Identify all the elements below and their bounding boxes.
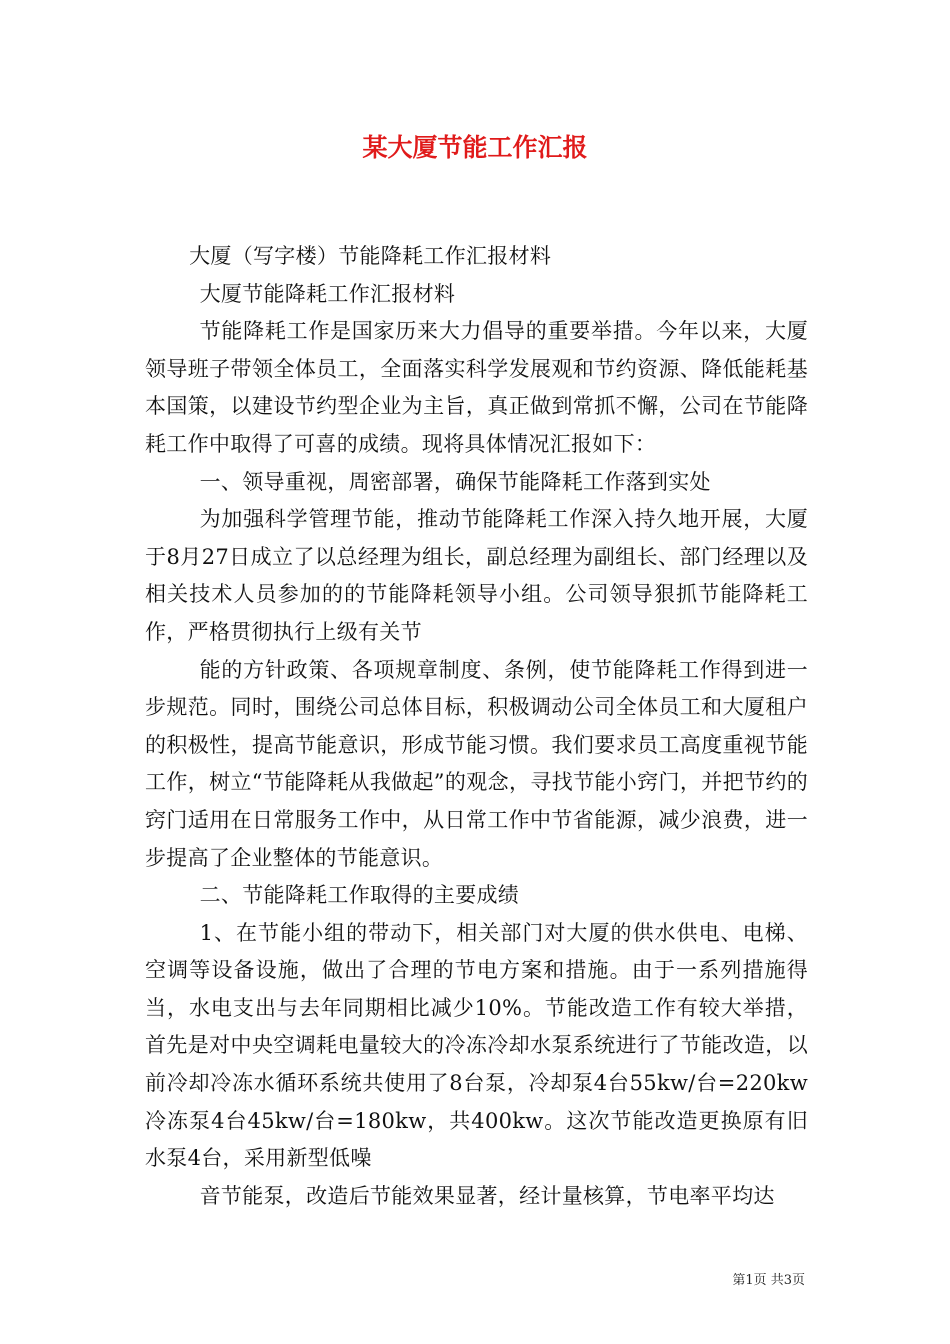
paragraph-intro: 节能降耗工作是国家历来大力倡导的重要举措。今年以来，大厦领导班子带领全体员工，全面落实科学发展观和节约资源、降低能耗基本国策，以建设节约型企业为主旨，真正做到常抓不懈，公司在节能降耗工作中取得了可喜的成绩。现将具体情况汇报如下： — [145, 319, 808, 456]
section-heading-1: 一、领导重视，周密部署，确保节能降耗工作落到实处 — [199, 469, 711, 494]
page-number: 第1页 共3页 — [732, 1273, 805, 1288]
paragraph-section1-a: 为加强科学管理节能，推动节能降耗工作深入持久地开展，大厦于8月27日成立了以总经理为组长，副总经理为副组长、部门经理以及相关技术人员参加的的节能降耗领导小组。公司领导狠抓节能降耗工作，严格贯彻执行上级有关节 — [145, 507, 808, 644]
paragraph-heading-1: 大厦（写字楼）节能降耗工作汇报材料 — [189, 244, 552, 268]
document-body — [145, 238, 808, 1215]
paragraph-section2-b: 音节能泵，改造后节能效果显著，经计量核算，节电率平均达 — [199, 1183, 775, 1208]
paragraph-heading-2: 大厦节能降耗工作汇报材料 — [199, 281, 456, 306]
paragraph-section2-a: 1、在节能小组的带动下，相关部门对大厦的供水供电、电梯、空调等设备设施，做出了合理的节电方案和措施。由于一系列措施得当，水电支出与去年同期相比减少10%。节能改造工作有较大举措，首先是对中央空调耗电量较大的冷冻冷却水泵系统进行了节能改造，以前冷却冷冻水循环系统共使用了8台泵，冷却泵4台55kw/台=220kw冷冻泵4台45kw/台=180kw，共400kw。这次节能改造更换原有旧水泵4台，采用新型低噪 — [145, 920, 808, 1171]
paragraph-section1-b: 能的方针政策、各项规章制度、条例，使节能降耗工作得到进一步规范。同时，围绕公司总体目标，积极调动公司全体员工和大厦租户的积极性，提高节能意识，形成节能习惯。我们要求员工高度重视节能工作，树立“节能降耗从我做起”的观念，寻找节能小窍门，并把节约的窍门适用在日常服务工作中，从日常工作中节省能源，减少浪费，进一步提高了企业整体的节能意识。 — [145, 657, 808, 870]
section-heading-2: 二、节能降耗工作取得的主要成绩 — [199, 883, 520, 908]
document-title: 某大厦节能工作汇报 — [362, 133, 588, 162]
